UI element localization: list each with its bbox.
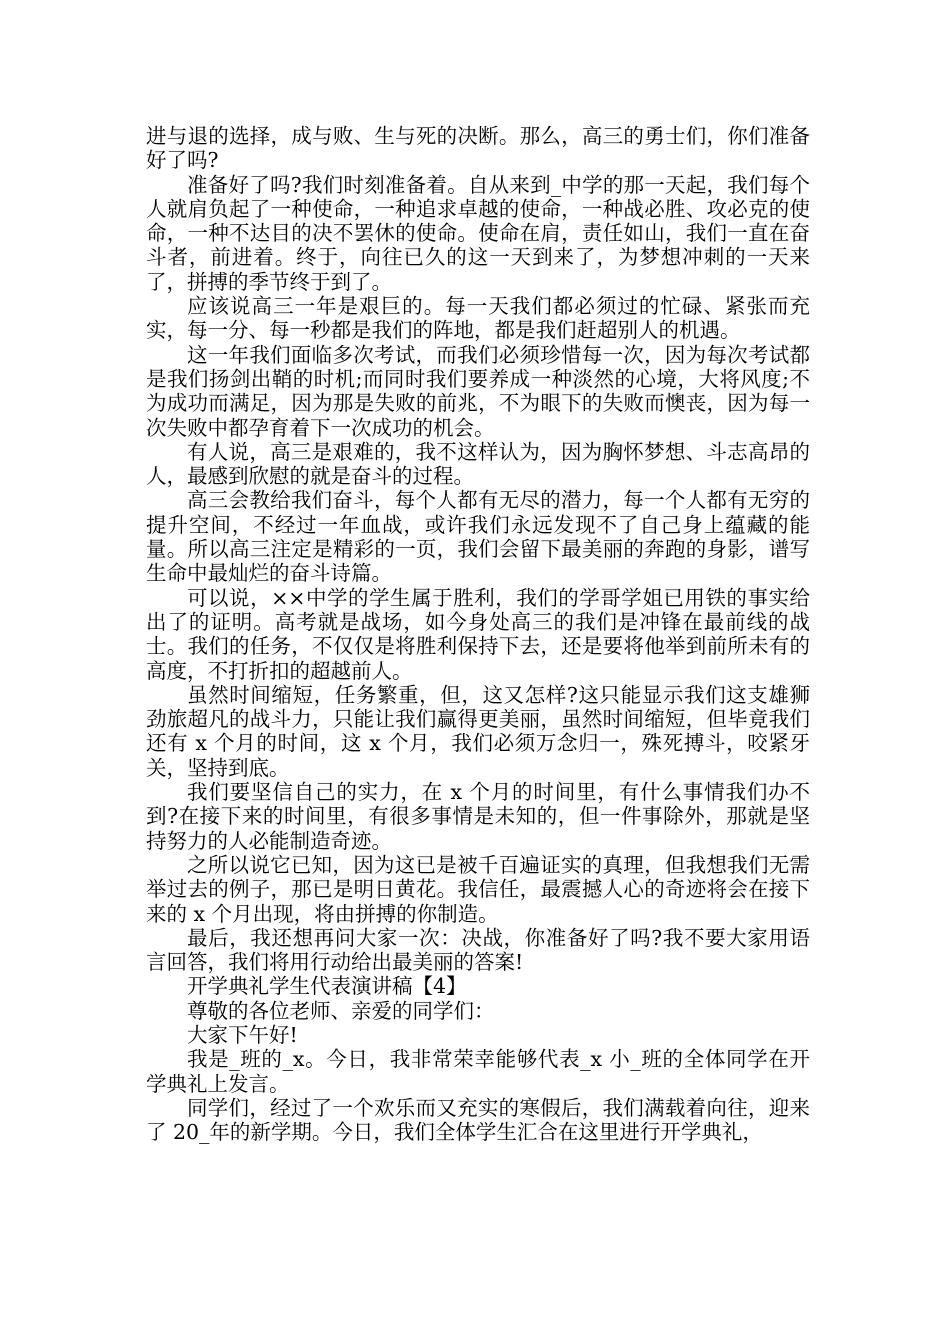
paragraph: 应该说高三一年是艰巨的。每一天我们都必须过的忙碌、紧张而充实，每一分、每一秒都是我们的阵地，都是我们赶超别人的机遇。 bbox=[146, 294, 810, 343]
paragraph: 进与退的选择，成与败、生与死的决断。那么，高三的勇士们，你们准备好了吗? bbox=[146, 124, 810, 173]
paragraph: 高三会教给我们奋斗，每个人都有无尽的潜力，每一个人都有无穷的提升空间，不经过一年血战，或许我们永远发现不了自己身上蕴藏的能量。所以高三注定是精彩的一页，我们会留下最美丽的奔跑的身影，谱写生命中最灿烂的奋斗诗篇。 bbox=[146, 488, 810, 586]
section-heading: 开学典礼学生代表演讲稿【4】 bbox=[187, 974, 467, 999]
paragraph: 最后，我还想再问大家一次：决战，你准备好了吗?我不要大家用语言回答，我们将用行动给出最美丽的答案! bbox=[146, 925, 810, 975]
paragraph: 我们要坚信自己的实力，在 x 个月的时间里，有什么事情我们办不到?在接下来的时间里，有很多事情是未知的，但一件事除外，那就是坚持努力的人必能制造奇迹。 bbox=[146, 780, 810, 853]
greeting: 大家下午好! bbox=[187, 1022, 298, 1047]
paragraph: 同学们，经过了一个欢乐而又充实的寒假后，我们满载着向往，迎来了 20_年的新学期。今日，我们全体学生汇合在这里进行开学典礼， bbox=[146, 1095, 810, 1145]
paragraph: 有人说，高三是艰难的，我不这样认为，因为胸怀梦想、斗志高昂的人，最感到欣慰的就是奋斗的过程。 bbox=[146, 439, 810, 489]
paragraph: 之所以说它已知，因为这已是被千百遍证实的真理，但我想我们无需举过去的例子，那已是明日黄花。我信任，最震撼人心的奇迹将会在接下来的 x 个月出现，将由拼搏的你制造。 bbox=[146, 852, 810, 926]
paragraph: 可以说，××中学的学生属于胜利，我们的学哥学姐已用铁的事实给出了的证明。高考就是战场，如今身处高三的我们是冲锋在最前线的战士。我们的任务，不仅仅是将胜利保持下去，还是要将他举到前所未有的高度，不打折扣的超越前人。 bbox=[146, 585, 810, 683]
document-body bbox=[146, 124, 810, 1144]
paragraph: 我是_班的_x。今日，我非常荣幸能够代表_x 小_班的全体同学在开学典礼上发言。 bbox=[146, 1047, 810, 1096]
salutation: 尊敬的各位老师、亲爱的同学们： bbox=[187, 998, 495, 1023]
paragraph: 这一年我们面临多次考试，而我们必须珍惜每一次，因为每次考试都是我们扬剑出鞘的时机;而同时我们要养成一种淡然的心境，大将风度;不为成功而满足，因为那是失败的前兆，不为眼下的失败而懊丧，因为每一次失败中都孕育着下一次成功的机会。 bbox=[146, 342, 810, 440]
paragraph: 虽然时间缩短，任务繁重，但，这又怎样?这只能显示我们这支雄狮劲旅超凡的战斗力，只能让我们赢得更美丽，虽然时间缩短，但毕竟我们还有 x 个月的时间，这 x 个月，我们必须万念归一，殊死搏斗，咬紧牙关，坚持到底。 bbox=[146, 682, 810, 780]
paragraph: 准备好了吗?我们时刻准备着。自从来到_中学的那一天起，我们每个人就肩负起了一种使命，一种追求卓越的使命，一种战必胜、攻必克的使命，一种不达目的决不罢休的使命。使命在肩，责任如山，我们一直在奋斗者，前进着。终于，向往已久的这一天到来了，为梦想冲刺的一天来了，拼搏的季节终于到了。 bbox=[146, 172, 810, 294]
